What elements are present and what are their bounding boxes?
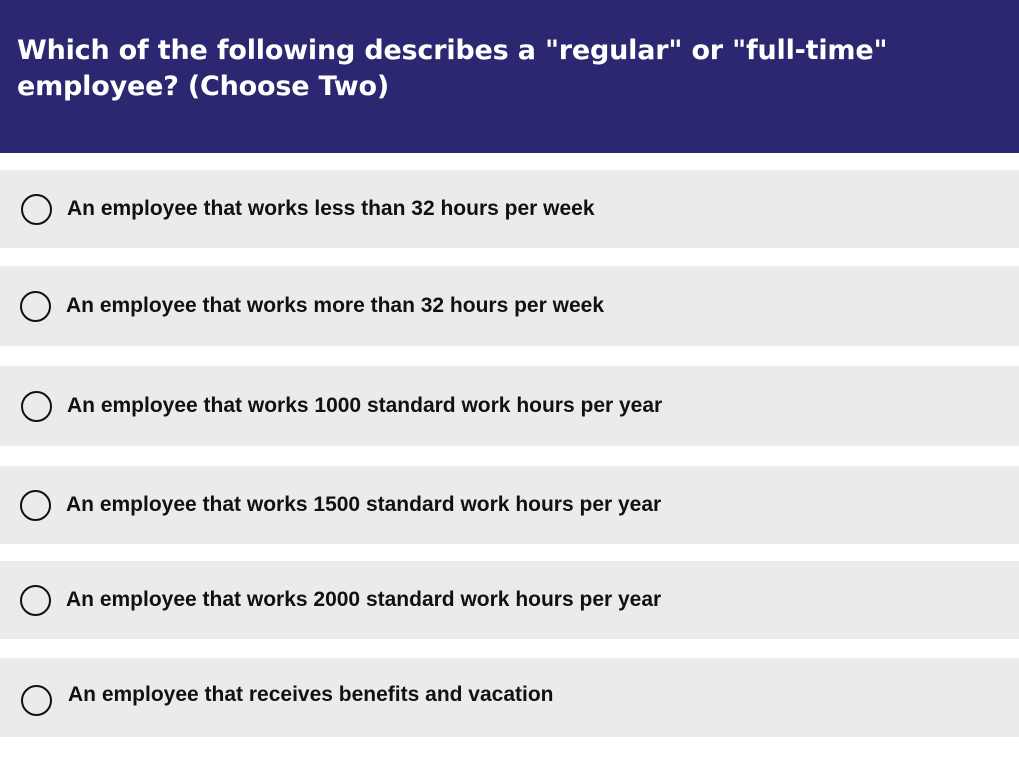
answer-option-3[interactable] — [0, 366, 1019, 446]
radio-button-icon[interactable] — [21, 194, 52, 225]
radio-button-icon[interactable] — [20, 291, 51, 322]
answer-option-5[interactable] — [0, 561, 1019, 639]
answer-option-label: An employee that works 2000 standard work hours per year — [66, 588, 662, 611]
answer-option-label: An employee that works 1000 standard work hours per year — [67, 394, 663, 417]
answer-option-label: An employee that receives benefits and vacation — [68, 682, 554, 706]
radio-button-icon[interactable] — [20, 585, 51, 616]
answer-option-1[interactable] — [0, 170, 1019, 248]
answer-option-label: An employee that works less than 32 hours per week — [67, 197, 595, 220]
question-text: Which of the following describes a "regular" or "full-time" employee? (Choose Two) — [17, 35, 888, 102]
radio-button-icon[interactable] — [20, 490, 51, 521]
question-header — [0, 0, 1019, 153]
answer-option-label: An employee that works more than 32 hours per week — [66, 294, 604, 317]
answer-option-2[interactable] — [0, 266, 1019, 346]
answer-option-4[interactable] — [0, 466, 1019, 544]
answer-option-label: An employee that works 1500 standard work hours per year — [66, 493, 662, 516]
radio-button-icon[interactable] — [21, 391, 52, 422]
answer-option-6[interactable] — [0, 658, 1019, 737]
radio-button-icon[interactable] — [21, 685, 52, 716]
